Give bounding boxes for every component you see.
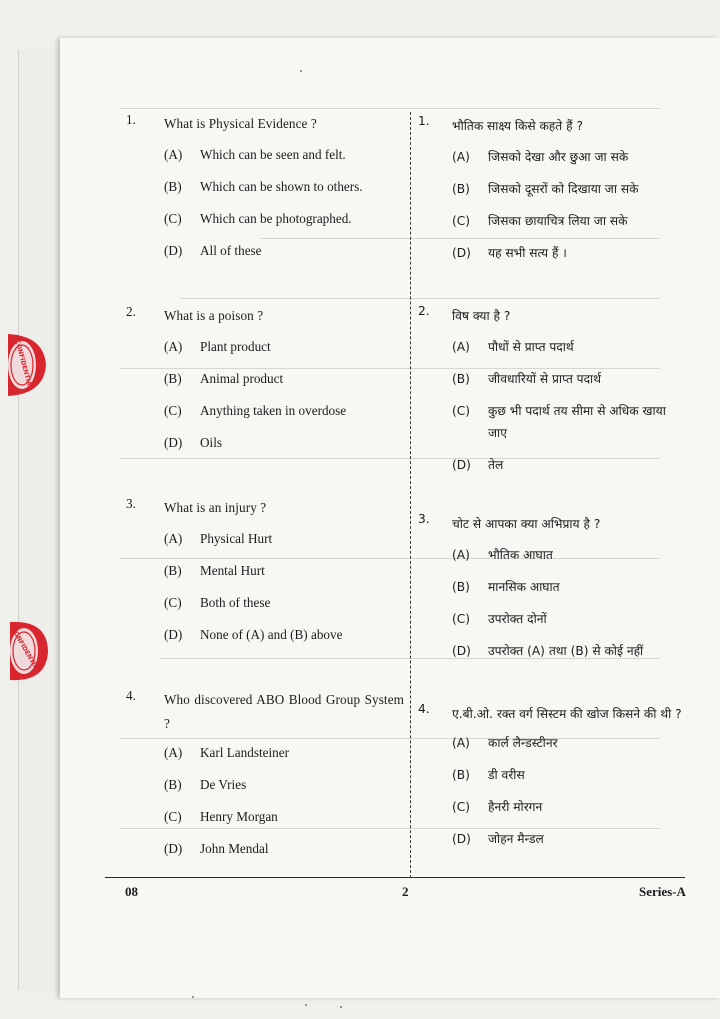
option-label: (A) bbox=[452, 548, 470, 562]
question-3-hindi bbox=[418, 512, 688, 662]
option-label: (C) bbox=[164, 211, 182, 226]
option-label: (B) bbox=[164, 563, 182, 578]
question-text: What is an injury ? bbox=[164, 500, 267, 515]
option-label: (A) bbox=[452, 736, 470, 750]
option-label: (B) bbox=[452, 768, 470, 782]
option-label: (D) bbox=[164, 243, 183, 258]
option-text: यह सभी सत्य हैं । bbox=[488, 246, 567, 260]
option-text: Oils bbox=[200, 435, 222, 450]
question-text: विष क्या है ? bbox=[452, 309, 511, 323]
option-text: जीवधारियों से प्राप्त पदार्थ bbox=[488, 372, 601, 386]
question-2-english bbox=[126, 304, 406, 454]
option-label: (D) bbox=[164, 841, 183, 856]
footer-rule bbox=[105, 877, 685, 878]
option-label: (B) bbox=[452, 372, 470, 386]
option-label: (C) bbox=[452, 800, 471, 814]
option-text: De Vries bbox=[200, 777, 247, 792]
option-label: (A) bbox=[164, 531, 183, 546]
question-number: 4. bbox=[126, 688, 136, 703]
question-text: भौतिक साक्ष्य किसे कहते हैं ? bbox=[452, 119, 583, 133]
option-text: उपरोक्त (A) तथा (B) से कोई नहीं bbox=[488, 644, 644, 658]
question-text: चोट से आपका क्या अभिप्राय है ? bbox=[452, 517, 601, 531]
option-text: None of (A) and (B) above bbox=[200, 627, 343, 642]
option-text: जोहन मैन्डल bbox=[488, 832, 544, 846]
svg-text:CONFIDENTIAL: CONFIDENTIAL bbox=[13, 338, 34, 391]
svg-text:CONFIDENTIAL: CONFIDENTIAL bbox=[9, 626, 42, 675]
option-label: (D) bbox=[452, 458, 471, 472]
question-1-english bbox=[126, 112, 406, 262]
option-label: (C) bbox=[452, 214, 471, 228]
question-2-hindi bbox=[418, 304, 688, 476]
question-text: What is Physical Evidence ? bbox=[164, 116, 317, 131]
option-text: Mental Hurt bbox=[200, 563, 265, 578]
option-text: डी वरीस bbox=[488, 768, 525, 782]
option-label: (C) bbox=[452, 612, 471, 626]
option-label: (D) bbox=[452, 832, 471, 846]
option-text: Anything taken in overdose bbox=[200, 403, 347, 418]
option-text: भौतिक आघात bbox=[488, 548, 553, 562]
option-label: (C) bbox=[164, 403, 182, 418]
option-label: (C) bbox=[164, 595, 182, 610]
question-text: ए.बी.ओ. रक्त वर्ग सिस्टम की खोज किसने की थी ? bbox=[452, 707, 682, 721]
option-text: Physical Hurt bbox=[200, 531, 273, 546]
confidential-seal-top bbox=[4, 330, 48, 400]
option-label: (B) bbox=[452, 182, 470, 196]
confidential-seal-bottom bbox=[6, 616, 50, 686]
option-label: (D) bbox=[164, 435, 183, 450]
option-label: (B) bbox=[164, 179, 182, 194]
option-text: Both of these bbox=[200, 595, 271, 610]
question-4-english bbox=[126, 688, 406, 860]
option-text: पौधों से प्राप्त पदार्थ bbox=[488, 340, 574, 354]
question-text: Who discovered ABO Blood Group System ? bbox=[164, 692, 404, 731]
option-label: (A) bbox=[164, 147, 183, 162]
question-text: What is a poison ? bbox=[164, 308, 264, 323]
option-text: जिसका छायाचित्र लिया जा सके bbox=[488, 214, 628, 228]
option-text: John Mendal bbox=[200, 841, 269, 856]
series-label: Series-A bbox=[639, 884, 686, 899]
option-label: (B) bbox=[164, 777, 182, 792]
option-text: जिसको देखा और छुआ जा सके bbox=[488, 150, 629, 164]
question-4-hindi bbox=[418, 702, 688, 850]
option-text: कुछ भी पदार्थ तय सीमा से अधिक खाया जाए bbox=[488, 404, 666, 440]
question-3-english bbox=[126, 496, 406, 646]
option-text: Plant product bbox=[200, 339, 271, 354]
booklet-code: 08 bbox=[125, 884, 138, 899]
option-label: (C) bbox=[164, 809, 182, 824]
option-label: (A) bbox=[164, 745, 183, 760]
option-label: (A) bbox=[452, 340, 470, 354]
option-text: Animal product bbox=[200, 371, 284, 386]
option-label: (D) bbox=[452, 246, 471, 260]
option-label: (D) bbox=[164, 627, 183, 642]
option-text: उपरोक्त दोनों bbox=[488, 612, 547, 626]
option-label: (D) bbox=[452, 644, 471, 658]
option-text: Karl Landsteiner bbox=[200, 745, 289, 760]
option-label: (B) bbox=[452, 580, 470, 594]
option-label: (C) bbox=[452, 404, 471, 418]
option-text: हैनरी मोरगन bbox=[488, 800, 543, 814]
option-text: Which can be shown to others. bbox=[200, 179, 363, 194]
question-number: 1. bbox=[126, 112, 136, 127]
question-number: 3. bbox=[418, 512, 430, 526]
question-number: 4. bbox=[418, 702, 430, 716]
option-text: Which can be photographed. bbox=[200, 211, 352, 226]
option-text: तेल bbox=[488, 458, 504, 472]
column-divider bbox=[410, 112, 411, 878]
option-text: कार्ल लैन्डस्टीनर bbox=[488, 736, 558, 750]
option-label: (A) bbox=[452, 150, 470, 164]
question-number: 2. bbox=[126, 304, 136, 319]
option-text: मानसिक आघात bbox=[488, 580, 560, 594]
question-number: 1. bbox=[418, 114, 430, 128]
option-label: (A) bbox=[164, 339, 183, 354]
question-number: 2. bbox=[418, 304, 430, 318]
option-text: जिसको दूसरों को दिखाया जा सके bbox=[488, 182, 639, 196]
question-1-hindi bbox=[418, 114, 688, 264]
option-text: Which can be seen and felt. bbox=[200, 147, 346, 162]
page-number: 2 bbox=[402, 884, 409, 899]
option-label: (B) bbox=[164, 371, 182, 386]
option-text: Henry Morgan bbox=[200, 809, 278, 824]
option-text: All of these bbox=[200, 243, 262, 258]
question-number: 3. bbox=[126, 496, 136, 511]
